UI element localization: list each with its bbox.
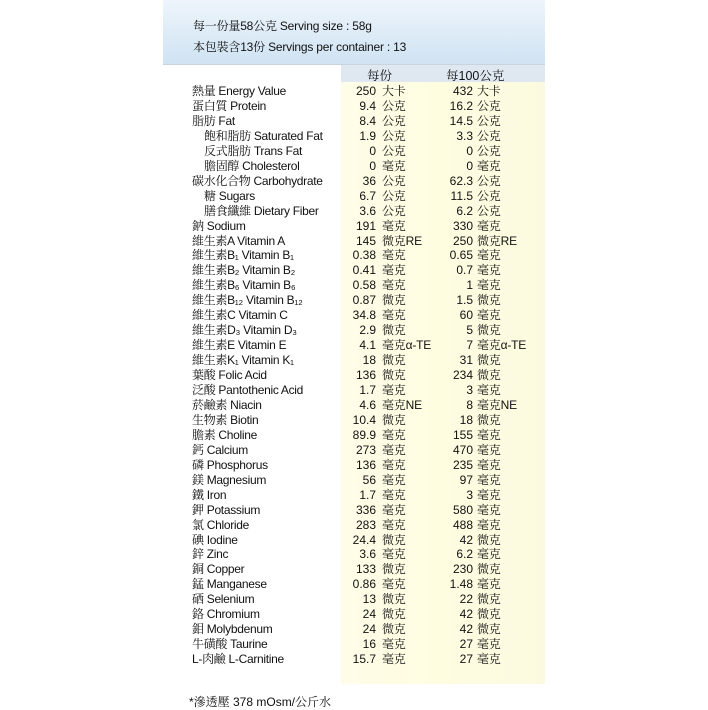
- per-serving-value: 136: [355, 368, 376, 383]
- per-serving-unit: 毫克: [382, 248, 406, 263]
- table-row: [163, 413, 545, 428]
- per-100g-value: 14.5: [449, 113, 473, 128]
- nutrient-label: 泛酸 Pantothenic Acid: [192, 383, 304, 397]
- table-row: [163, 428, 545, 443]
- nutrient-label: 鐵 Iron: [192, 487, 227, 502]
- column-header-per-100g: 每100公克: [446, 69, 505, 83]
- nutrient-label: 熱量 Energy Value: [192, 84, 286, 98]
- table-row: [163, 293, 545, 308]
- per-serving-unit: 毫克: [382, 263, 406, 278]
- table-row: [163, 338, 545, 353]
- per-100g-unit: 毫克: [477, 158, 501, 173]
- per-100g-unit: 毫克: [477, 442, 501, 457]
- per-100g-unit: 微克: [477, 562, 501, 577]
- table-row: [163, 353, 545, 368]
- per-serving-unit: 毫克: [382, 577, 406, 592]
- per-100g-unit: 微克: [477, 323, 501, 338]
- per-100g-value: 432: [452, 84, 473, 98]
- nutrient-label: 糖 Sugars: [204, 188, 255, 203]
- table-row: [163, 189, 545, 204]
- per-serving-value: 191: [355, 218, 376, 233]
- table-row: [163, 652, 545, 667]
- per-100g-unit: 毫克: [477, 637, 501, 652]
- table-row: [163, 368, 545, 383]
- per-100g-value: 5: [466, 323, 473, 338]
- per-serving-value: 0.58: [352, 278, 376, 293]
- nutrient-label: 碘 Iodine: [192, 532, 238, 547]
- per-serving-value: 3.6: [359, 547, 376, 562]
- per-serving-unit: 毫克: [382, 487, 406, 502]
- per-serving-value: 4.6: [359, 397, 376, 412]
- per-serving-unit: 毫克: [382, 637, 406, 652]
- per-100g-unit: 毫克: [477, 547, 501, 562]
- per-serving-unit: 微克: [382, 532, 406, 547]
- per-100g-unit: 毫克α-TE: [477, 338, 527, 353]
- table-row: [163, 533, 545, 548]
- per-serving-value: 0: [369, 158, 376, 173]
- per-serving-value: 36: [362, 173, 376, 188]
- column-header-per-serving: 每份: [367, 69, 393, 83]
- per-100g-value: 0: [466, 158, 473, 173]
- per-serving-value: 0.87: [352, 293, 376, 308]
- per-100g-value: 6.2: [456, 547, 473, 562]
- per-100g-value: 234: [452, 368, 473, 383]
- per-serving-value: 9.4: [359, 98, 376, 113]
- per-100g-value: 42: [459, 532, 473, 547]
- per-100g-unit: 微克RE: [477, 233, 517, 248]
- table-row: [163, 219, 545, 234]
- per-100g-unit: 毫克: [477, 278, 501, 293]
- per-serving-unit: 微克: [382, 592, 406, 607]
- per-serving-value: 250: [355, 84, 376, 98]
- per-100g-unit: 公克: [477, 113, 501, 128]
- per-100g-unit: 毫克: [477, 502, 501, 517]
- per-serving-unit: 公克: [382, 203, 406, 218]
- table-row: [163, 308, 545, 323]
- serving-size-line: 每一份量58公克 Serving size : 58g: [193, 19, 372, 33]
- per-100g-unit: 毫克: [477, 218, 501, 233]
- per-100g-unit: 大卡: [477, 84, 501, 98]
- per-serving-value: 89.9: [352, 427, 376, 442]
- per-serving-value: 24: [362, 622, 376, 637]
- nutrient-label: 維生素E Vitamin E: [192, 338, 287, 353]
- table-row: [163, 577, 545, 592]
- per-100g-unit: 毫克: [477, 487, 501, 502]
- per-serving-value: 18: [362, 353, 376, 368]
- per-serving-value: 145: [355, 233, 376, 248]
- per-serving-unit: 毫克α-TE: [382, 338, 432, 353]
- nutrient-label: L-肉鹼 L-Carnitine: [192, 652, 284, 667]
- serving-info-band: [163, 0, 545, 64]
- table-row: [163, 234, 545, 249]
- per-serving-value: 133: [355, 562, 376, 577]
- per-100g-value: 18: [459, 412, 473, 427]
- nutrient-label: 飽和脂肪 Saturated Fat: [204, 128, 323, 143]
- nutrient-label: 膽素 Choline: [192, 427, 258, 442]
- per-serving-unit: 毫克: [382, 652, 406, 667]
- per-serving-unit: 毫克: [382, 457, 406, 472]
- per-serving-unit: 公克: [382, 173, 406, 188]
- per-serving-unit: 微克: [382, 293, 406, 308]
- nutrient-label: 維生素B₁₂ Vitamin B₁₂: [192, 293, 303, 308]
- nutrient-label: 鋅 Zinc: [192, 547, 229, 562]
- nutrient-label: 菸鹼素 Niacin: [192, 397, 262, 412]
- per-100g-value: 22: [459, 592, 473, 607]
- nutrient-label: 硒 Selenium: [192, 592, 255, 607]
- per-100g-unit: 微克: [477, 412, 501, 427]
- per-100g-value: 7: [466, 338, 473, 353]
- per-serving-unit: 公克: [382, 113, 406, 128]
- per-serving-unit: 公克: [382, 188, 406, 203]
- per-serving-value: 34.8: [352, 308, 376, 323]
- table-row: [163, 592, 545, 607]
- per-100g-unit: 微克: [477, 293, 501, 308]
- per-serving-unit: 公克: [382, 128, 406, 143]
- per-100g-value: 3.3: [456, 128, 473, 143]
- nutrient-label: 葉酸 Folic Acid: [192, 368, 267, 383]
- table-row: [163, 458, 545, 473]
- osmolality-footnote: *滲透壓 378 mOsm/公斤水: [189, 695, 332, 709]
- nutrient-label: 氯 Chloride: [192, 517, 250, 532]
- per-serving-value: 0: [369, 143, 376, 158]
- per-serving-value: 8.4: [359, 113, 376, 128]
- table-row: [163, 114, 545, 129]
- per-serving-value: 0.38: [352, 248, 376, 263]
- per-100g-unit: 公克: [477, 143, 501, 158]
- per-serving-value: 0.41: [352, 263, 376, 278]
- nutrient-label: 反式脂肪 Trans Fat: [204, 143, 303, 158]
- per-100g-unit: 毫克: [477, 652, 501, 667]
- per-100g-value: 0: [466, 143, 473, 158]
- per-100g-value: 27: [459, 637, 473, 652]
- nutrient-label: 鉻 Chromium: [192, 607, 260, 622]
- per-100g-unit: 公克: [477, 98, 501, 113]
- per-100g-unit: 公克: [477, 188, 501, 203]
- per-serving-unit: 毫克NE: [382, 397, 422, 412]
- table-row: [163, 398, 545, 413]
- per-100g-value: 0.65: [449, 248, 473, 263]
- per-100g-value: 250: [452, 233, 473, 248]
- per-serving-unit: 毫克: [382, 517, 406, 532]
- per-serving-value: 16: [362, 637, 376, 652]
- per-serving-unit: 公克: [382, 143, 406, 158]
- table-row: [163, 159, 545, 174]
- per-100g-unit: 微克: [477, 353, 501, 368]
- per-100g-value: 6.2: [456, 203, 473, 218]
- per-serving-unit: 微克RE: [382, 233, 422, 248]
- per-100g-unit: 毫克: [477, 427, 501, 442]
- nutrient-label: 維生素B₂ Vitamin B₂: [192, 263, 295, 278]
- per-serving-unit: 微克: [382, 562, 406, 577]
- per-100g-unit: 微克: [477, 368, 501, 383]
- table-row: [163, 518, 545, 533]
- per-100g-unit: 公克: [477, 128, 501, 143]
- per-serving-unit: 毫克: [382, 472, 406, 487]
- per-serving-unit: 毫克: [382, 427, 406, 442]
- per-serving-unit: 毫克: [382, 308, 406, 323]
- per-serving-unit: 大卡: [382, 84, 406, 98]
- per-serving-unit: 微克: [382, 323, 406, 338]
- per-serving-value: 56: [362, 472, 376, 487]
- per-serving-value: 15.7: [352, 652, 376, 667]
- per-100g-unit: 公克: [477, 203, 501, 218]
- nutrient-label: 維生素K₁ Vitamin K₁: [192, 353, 294, 368]
- per-100g-unit: 毫克: [477, 457, 501, 472]
- per-serving-value: 1.7: [359, 487, 376, 502]
- per-serving-unit: 微克: [382, 368, 406, 383]
- table-row: [163, 129, 545, 144]
- per-100g-value: 330: [452, 218, 473, 233]
- per-100g-value: 1.48: [449, 577, 473, 592]
- per-100g-value: 62.3: [449, 173, 473, 188]
- table-row: [163, 637, 545, 652]
- per-100g-unit: 毫克NE: [477, 397, 517, 412]
- per-serving-value: 136: [355, 457, 376, 472]
- table-row: [163, 562, 545, 577]
- per-100g-unit: 毫克: [477, 248, 501, 263]
- nutrient-label: 脂肪 Fat: [192, 113, 235, 128]
- table-row: [163, 323, 545, 338]
- per-serving-value: 13: [362, 592, 376, 607]
- per-serving-unit: 公克: [382, 98, 406, 113]
- per-100g-unit: 毫克: [477, 577, 501, 592]
- table-row: [163, 144, 545, 159]
- nutrient-label: 鉬 Molybdenum: [192, 622, 273, 637]
- servings-per-container-line: 本包裝含13份 Servings per container : 13: [193, 40, 407, 54]
- per-100g-unit: 微克: [477, 592, 501, 607]
- per-serving-value: 4.1: [359, 338, 376, 353]
- table-row: [163, 607, 545, 622]
- per-100g-unit: 公克: [477, 173, 501, 188]
- per-100g-unit: 微克: [477, 622, 501, 637]
- per-100g-unit: 毫克: [477, 472, 501, 487]
- nutrient-label: 維生素C Vitamin C: [192, 308, 288, 323]
- per-100g-value: 60: [459, 308, 473, 323]
- per-100g-value: 42: [459, 607, 473, 622]
- nutrient-label: 牛磺酸 Taurine: [192, 637, 268, 652]
- nutrient-label: 鎂 Magnesium: [192, 472, 267, 487]
- nutrient-label: 生物素 Biotin: [192, 412, 259, 427]
- table-row: [163, 443, 545, 458]
- per-serving-unit: 毫克: [382, 383, 406, 397]
- per-serving-unit: 毫克: [382, 547, 406, 562]
- per-serving-value: 24: [362, 607, 376, 622]
- per-100g-value: 3: [466, 383, 473, 397]
- per-100g-value: 470: [452, 442, 473, 457]
- nutrient-label: 維生素A Vitamin A: [192, 233, 285, 248]
- per-100g-value: 1: [466, 278, 473, 293]
- nutrient-label: 銅 Copper: [192, 562, 245, 577]
- per-100g-value: 27: [459, 652, 473, 667]
- per-serving-value: 2.9: [359, 323, 376, 338]
- table-row: [163, 263, 545, 278]
- per-serving-unit: 微克: [382, 412, 406, 427]
- per-serving-unit: 毫克: [382, 278, 406, 293]
- table-row: [163, 503, 545, 518]
- per-100g-unit: 毫克: [477, 308, 501, 323]
- per-100g-value: 235: [452, 457, 473, 472]
- per-100g-unit: 微克: [477, 607, 501, 622]
- nutrient-label: 鉀 Potassium: [192, 502, 261, 517]
- per-serving-value: 0.86: [352, 577, 376, 592]
- nutrient-label: 碳水化合物 Carbohydrate: [192, 173, 323, 188]
- nutrient-label: 磷 Phosphorus: [192, 457, 268, 472]
- per-serving-unit: 微克: [382, 622, 406, 637]
- nutrient-label: 錳 Manganese: [192, 577, 267, 592]
- per-100g-unit: 毫克: [477, 383, 501, 397]
- per-serving-unit: 毫克: [382, 442, 406, 457]
- per-100g-value: 16.2: [449, 98, 473, 113]
- per-serving-unit: 微克: [382, 353, 406, 368]
- table-row: [163, 383, 545, 398]
- per-serving-value: 273: [355, 442, 376, 457]
- per-100g-unit: 毫克: [477, 263, 501, 278]
- per-serving-value: 1.7: [359, 383, 376, 397]
- per-100g-value: 230: [452, 562, 473, 577]
- per-serving-unit: 毫克: [382, 502, 406, 517]
- table-row: [163, 248, 545, 263]
- per-100g-value: 0.7: [456, 263, 473, 278]
- per-serving-value: 6.7: [359, 188, 376, 203]
- per-100g-value: 31: [459, 353, 473, 368]
- per-100g-value: 11.5: [450, 188, 473, 203]
- per-100g-unit: 毫克: [477, 517, 501, 532]
- per-100g-value: 8: [466, 397, 473, 412]
- table-row: [163, 473, 545, 488]
- per-100g-value: 488: [452, 517, 473, 532]
- per-serving-value: 1.9: [359, 128, 376, 143]
- per-100g-value: 580: [452, 502, 473, 517]
- per-serving-unit: 毫克: [382, 218, 406, 233]
- nutrient-label: 蛋白質 Protein: [192, 98, 267, 113]
- table-row: [163, 547, 545, 562]
- nutrient-label: 鈣 Calcium: [192, 442, 248, 457]
- per-serving-value: 10.4: [352, 412, 376, 427]
- table-row: [163, 99, 545, 114]
- per-100g-unit: 微克: [477, 532, 501, 547]
- nutrient-label: 膽固醇 Cholesterol: [204, 158, 300, 173]
- nutrition-panel: [163, 0, 545, 684]
- per-serving-value: 3.6: [359, 203, 376, 218]
- per-serving-value: 336: [355, 502, 376, 517]
- per-100g-value: 155: [452, 427, 473, 442]
- per-100g-value: 42: [459, 622, 473, 637]
- per-100g-value: 3: [466, 487, 473, 502]
- per-100g-value: 1.5: [456, 293, 473, 308]
- nutrient-label: 鈉 Sodium: [192, 218, 246, 233]
- table-row: [163, 84, 545, 99]
- per-serving-value: 283: [355, 517, 376, 532]
- table-row: [163, 174, 545, 189]
- table-row: [163, 204, 545, 219]
- per-serving-unit: 微克: [382, 607, 406, 622]
- per-serving-unit: 毫克: [382, 158, 406, 173]
- nutrient-label: 維生素B₁ Vitamin B₁: [192, 248, 294, 263]
- nutrient-label: 膳食纖維 Dietary Fiber: [204, 203, 319, 218]
- table-row: [163, 278, 545, 293]
- per-serving-value: 24.4: [352, 532, 376, 547]
- table-row: [163, 488, 545, 503]
- table-row: [163, 622, 545, 637]
- per-100g-value: 97: [459, 472, 473, 487]
- nutrient-label: 維生素D₃ Vitamin D₃: [192, 323, 297, 338]
- nutrient-label: 維生素B₆ Vitamin B₆: [192, 278, 296, 293]
